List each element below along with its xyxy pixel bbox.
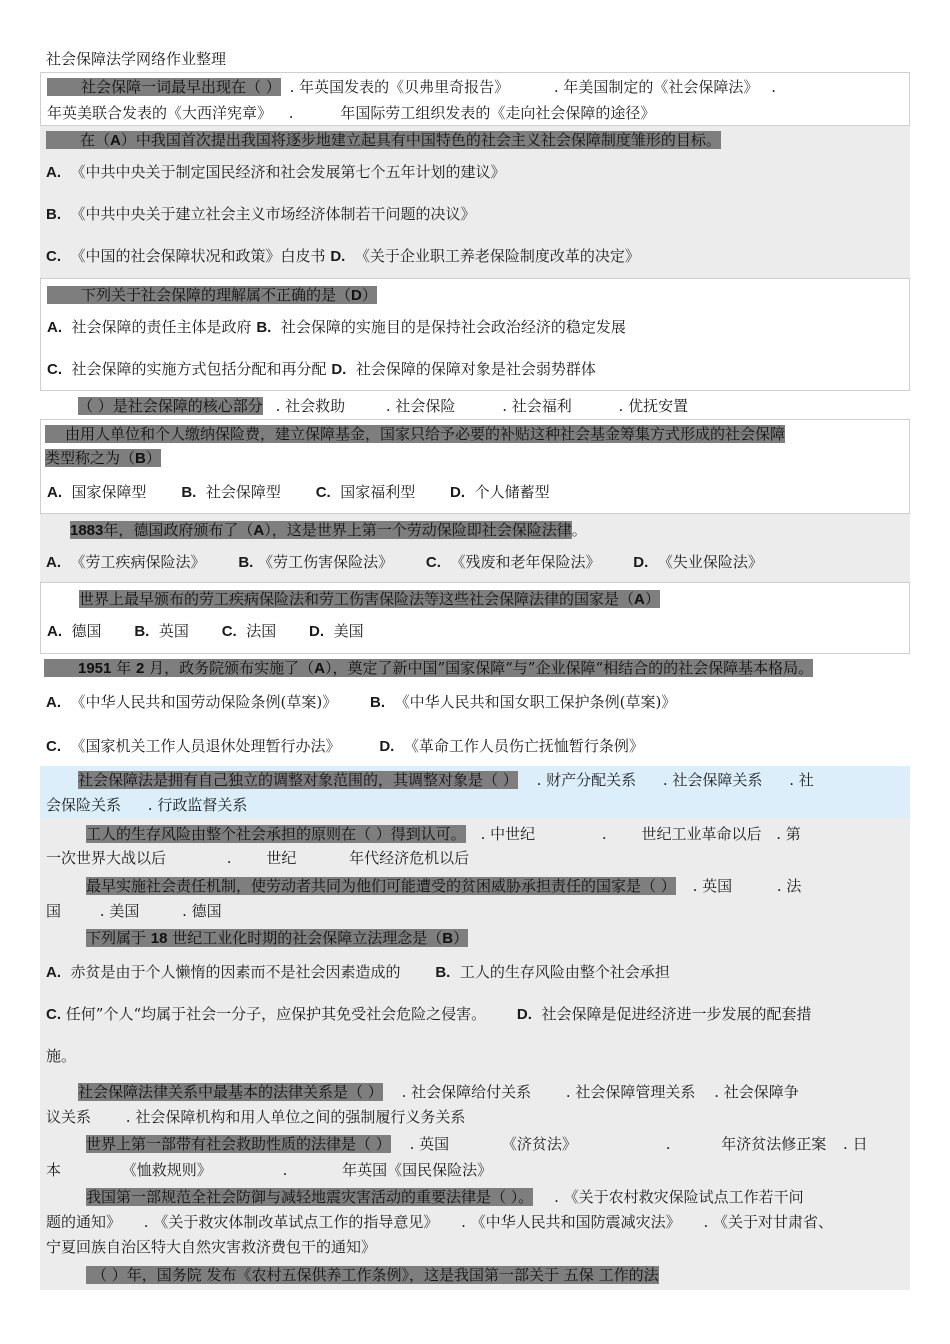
option-label: C.: [46, 1006, 61, 1023]
option-label: B.: [238, 554, 254, 571]
question-13: [78, 1080, 908, 1104]
question-4: [40, 392, 910, 420]
question-2: [40, 126, 910, 278]
option: . 社会保障关系: [662, 771, 763, 789]
question-8-stem: 1951 年 2 月，政务院颁布实施了（A），奠定了新中国”国家保障“与”企业保障“相结合的的社会保障基本格局。: [44, 659, 813, 677]
option: 德国: [71, 622, 102, 640]
option-label: C.: [221, 623, 237, 640]
question-14: [86, 1132, 908, 1156]
option-label: A.: [47, 623, 62, 640]
question-12: [86, 926, 908, 951]
option: 《失业保险法》: [657, 553, 763, 571]
option: 社会保障型: [205, 483, 281, 501]
option: . 社: [789, 771, 814, 789]
question-9-stem: 社会保障法是拥有自己独立的调整对象范围的，其调整对象是（ ）: [78, 771, 518, 789]
question-10: [86, 822, 908, 846]
question-12-options-ab: [46, 960, 908, 985]
option: . 第: [776, 825, 801, 843]
option: . 社会保障机构和用人单位之间的强制履行义务关系: [125, 1108, 466, 1126]
option: .: [288, 104, 294, 122]
option: 议关系: [46, 1108, 92, 1126]
option: 《中国的社会保障状况和政策》白皮书: [70, 247, 326, 265]
option-label: A.: [47, 319, 62, 336]
option: . 美国: [99, 902, 140, 920]
question-5: [40, 419, 910, 514]
option: 年国际劳工组织发表的《走向社会保障的途径》: [340, 104, 656, 122]
question-7: [40, 582, 910, 654]
option: .: [282, 1161, 288, 1179]
option: 任何”个人“均属于社会一分子，应保护其免受社会危险之侵害。: [65, 1005, 487, 1023]
question-13-cont: [46, 1105, 908, 1129]
answer: A: [110, 132, 121, 149]
question-5-stem-cont: 类型称之为（B）: [45, 449, 161, 467]
question-15-cont2: 宁夏回族自治区特大自然灾害救济费包干的通知》: [46, 1238, 377, 1256]
option: 社会保障是促进经济进一步发展的配套措: [541, 1005, 812, 1023]
question-12-options-cd: [46, 1002, 908, 1027]
option: 《关于企业职工养老保险制度改革的决定》: [354, 247, 640, 265]
option: 社会保障的实施方式包括分配和再分配: [71, 360, 327, 378]
option: . 年美国制定的《社会保障法》: [553, 78, 759, 96]
question-12-stem: 下列属于 18 世纪工业化时期的社会保障立法理念是（B）: [86, 929, 469, 947]
option: 社会保障的保障对象是社会弱势群体: [355, 360, 596, 378]
option: . 行政监督关系: [147, 796, 248, 814]
option: . 社会保险: [385, 397, 456, 415]
question-10-stem: 工人的生存风险由整个社会承担的原则在（ ）得到认可。: [86, 825, 466, 843]
question-3-stem: 下列关于社会保障的理解属不正确的是（D）: [47, 286, 377, 304]
question-3: [40, 278, 910, 391]
option: 《中共中央关于制定国民经济和社会发展第七个五年计划的建议》: [70, 163, 506, 181]
option-label: B.: [435, 964, 451, 981]
option-label: B.: [134, 623, 150, 640]
option: . 社会福利: [502, 397, 572, 415]
option: . 财产分配关系: [536, 771, 637, 789]
option: 美国: [333, 622, 364, 640]
punctuation: 。: [571, 521, 587, 539]
question-12-tail: 施。: [46, 1047, 77, 1065]
questions-group: [40, 818, 910, 1290]
option: 法国: [246, 622, 277, 640]
option: 赤贫是由于个人懒惰的因素而不是社会因素造成的: [70, 963, 401, 981]
option: 社会保障的责任主体是政府: [71, 318, 252, 336]
option-label: B.: [256, 319, 272, 336]
question-7-stem: 世界上最早颁布的劳工疾病保险法和劳工伤害保险法等这些社会保障法律的国家是（A）: [79, 590, 660, 608]
page-title: 社会保障法学网络作业整理: [46, 50, 227, 68]
answer: A: [253, 522, 265, 539]
option: 《恤救规则》: [121, 1161, 212, 1179]
question-11: [86, 874, 908, 898]
answer: A: [314, 660, 325, 677]
option: . 中世纪: [480, 825, 536, 843]
question-15: [86, 1185, 908, 1209]
option: . 优抚安置: [618, 397, 689, 415]
option: 国家保障型: [71, 483, 147, 501]
option: . 社会保障争: [714, 1083, 799, 1101]
answer: B: [135, 450, 146, 467]
question-13-stem: 社会保障法律关系中最基本的法律关系是（ ）: [78, 1083, 383, 1101]
option: 年代经济危机以后: [349, 849, 470, 867]
option: . 英国: [692, 877, 733, 895]
question-1: [40, 72, 910, 126]
option: 年英美联合发表的《大西洋宪章》: [47, 104, 273, 122]
option-label: D.: [379, 738, 395, 755]
option-label: B.: [46, 206, 61, 223]
option: 一次世界大战以后: [46, 849, 167, 867]
option: 国家福利型: [340, 483, 416, 501]
answer: A: [634, 591, 645, 608]
question-11-stem: 最早实施社会责任机制，使劳动者共同为他们可能遭受的贫困威胁承担责任的国家是（ ）: [86, 877, 676, 895]
question-16-stem: （ ）年，国务院 发布《农村五保供养工作条例》，这是我国第一部关于 五保 工作的法: [86, 1266, 659, 1284]
question-2-stem: 在（A）中我国首次提出我国将逐步地建立起具有中国特色的社会主义社会保障制度雏形的目标。: [46, 131, 721, 149]
question-1-stem: 社会保障一词最早出现在（ ）: [47, 78, 281, 96]
option: 英国: [158, 622, 189, 640]
option-label: D.: [331, 361, 347, 378]
question-9: [40, 766, 910, 818]
question-6: [40, 514, 910, 582]
option-label: D.: [309, 623, 325, 640]
option: 《劳工伤害保险法》: [258, 553, 394, 571]
option: . 英国: [409, 1135, 450, 1153]
option-label: A.: [46, 554, 61, 571]
option: 社会保障的实施目的是保持社会政治经济的稳定发展: [280, 318, 626, 336]
question-8: [40, 654, 910, 764]
option: 年英国《国民保险法》: [342, 1161, 493, 1179]
option: .: [771, 78, 776, 96]
question-10-cont: [46, 846, 908, 870]
option-label: B.: [181, 484, 197, 501]
option: . 日: [843, 1135, 868, 1153]
option-label: C.: [46, 738, 61, 755]
option: 年济贫法修正案: [721, 1135, 827, 1153]
option: 《济贫法》: [501, 1135, 577, 1153]
option: 会保险关系: [46, 796, 122, 814]
option-label: C.: [425, 554, 441, 571]
option: 《劳工疾病保险法》: [70, 553, 206, 571]
option: 世纪: [266, 849, 297, 867]
question-11-cont: [46, 899, 908, 923]
question-14-cont: [46, 1158, 908, 1182]
option-label: D.: [633, 554, 649, 571]
option: 世纪工业革命以后: [641, 825, 762, 843]
option-label: D.: [516, 1006, 532, 1023]
option: 国: [46, 902, 62, 920]
option: . 社会救助: [275, 397, 346, 415]
option: . 法: [776, 877, 802, 895]
option: . 《关于对甘肃省、: [703, 1213, 833, 1231]
answer: B: [442, 930, 454, 947]
question-14-stem: 世界上第一部带有社会救助性质的法律是（ ）: [86, 1135, 391, 1153]
question-6-stem: 1883年，德国政府颁布了（A），这是世界上第一个劳动保险即社会保险法律: [70, 521, 572, 539]
option: . 社会保障管理关系: [565, 1083, 696, 1101]
option-label: D.: [330, 248, 346, 265]
option: . 德国: [182, 902, 222, 920]
option-label: A.: [46, 694, 61, 711]
option-label: A.: [47, 484, 62, 501]
option: .: [665, 1135, 671, 1153]
question-4-stem: （ ）是社会保障的核心部分: [78, 397, 263, 415]
option: 题的通知》: [46, 1213, 122, 1231]
option: . 年英国发表的《贝弗里奇报告》: [289, 78, 510, 96]
option-label: A.: [46, 164, 61, 181]
option: 本: [46, 1161, 62, 1179]
option-label: B.: [370, 694, 386, 711]
option: 《革命工作人员伤亡抚恤暂行条例》: [403, 737, 644, 755]
option-label: D.: [450, 484, 466, 501]
option: .: [226, 849, 232, 867]
option: 《国家机关工作人员退休处理暂行办法》: [70, 737, 341, 755]
option: . 《中华人民共和国防震减灾法》: [461, 1213, 681, 1231]
option: 工人的生存风险由整个社会承担: [459, 963, 670, 981]
option: .: [601, 825, 607, 843]
option: . 社会保障给付关系: [401, 1083, 532, 1101]
option: 《残废和老年保险法》: [450, 553, 601, 571]
option: 《中华人民共和国女职工保护条例(草案)》: [394, 693, 677, 711]
option: 《中华人民共和国劳动保险条例(草案)》: [70, 693, 338, 711]
option-label: C.: [315, 484, 331, 501]
answer: D: [351, 287, 362, 304]
option-label: C.: [46, 248, 61, 265]
question-5-stem: 由用人单位和个人缴纳保险费，建立保障基金，国家只给予必要的补贴这种社会基金筹集方式形成的社会保障: [45, 425, 785, 443]
question-15-stem: 我国第一部规范全社会防御与减轻地震灾害活动的重要法律是（ ）。: [86, 1188, 534, 1206]
option-label: C.: [47, 361, 62, 378]
option-label: A.: [46, 964, 61, 981]
option: 个人储蓄型: [474, 483, 550, 501]
option: . 《关于农村救灾保险试点工作若干问: [554, 1188, 804, 1206]
question-16: [86, 1263, 908, 1287]
question-15-cont: [46, 1210, 908, 1234]
option: 《中共中央关于建立社会主义市场经济体制若干问题的决议》: [70, 205, 476, 223]
option: . 《关于救灾体制改革试点工作的指导意见》: [143, 1213, 439, 1231]
